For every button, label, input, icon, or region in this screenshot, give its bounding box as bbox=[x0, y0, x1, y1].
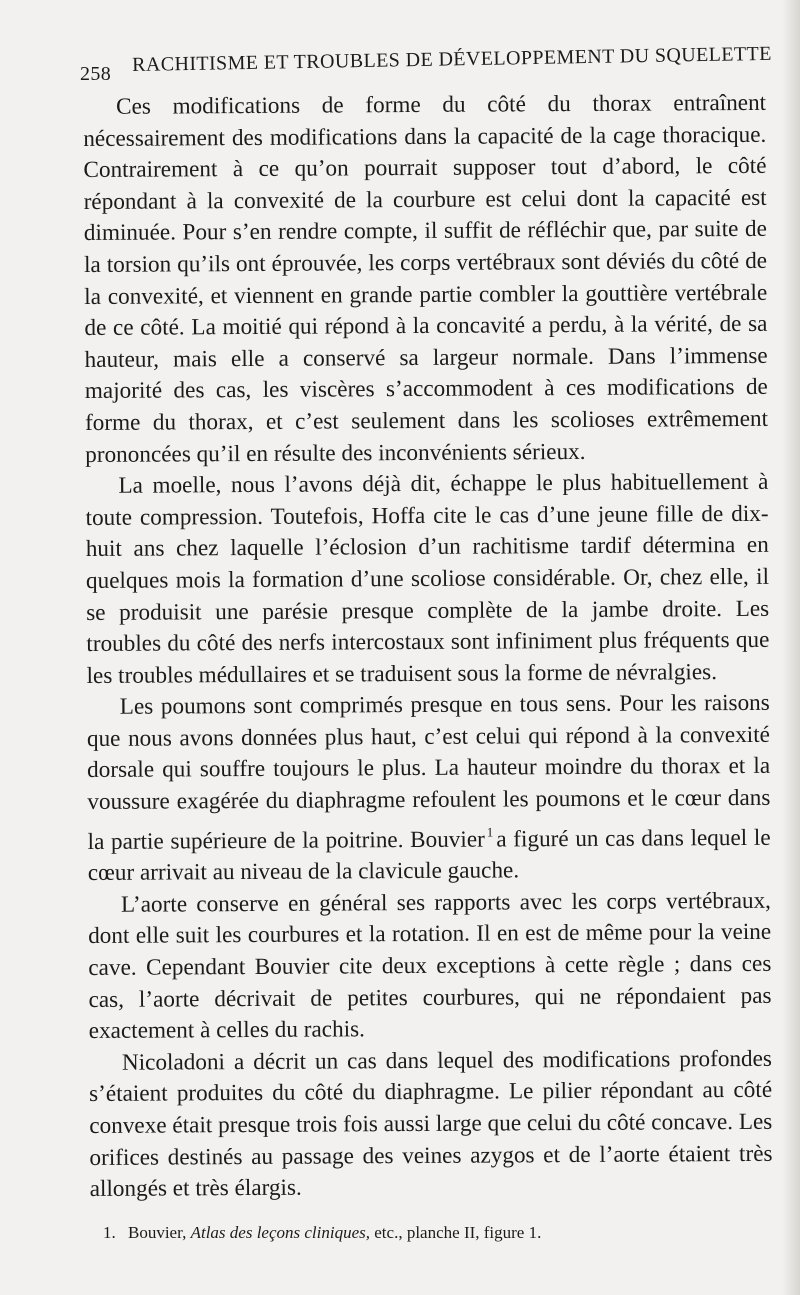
page-number: 258 bbox=[80, 63, 112, 85]
paragraph-aorta: L’aorte conserve en général ses rapports avec les corps vertébraux, dont elle suit les courbures et la rotation. Il en est de même pour la veine cave. Cependant Bouvier cite deux exceptions à cette règle ; dans ces cas, l’aorte décrivait de petites courbures, qui ne répondaient pas exactement à celles du rachis. bbox=[88, 887, 772, 1045]
paragraph-lungs-text-before-reference: Les poumons sont comprimés presque en tous sens. Pour les raisons que nous avons données plus haut, c’est celui qui répond à la convexité dorsale qui souffre toujours le plus. La hauteur moindre du thorax et la voussure exagérée du diaphragme refoulent les poumons et le cœur dans la partie supérieure de la poitrine. Bouvier bbox=[86, 690, 771, 855]
footnote-author: Bouvier, bbox=[128, 1223, 187, 1242]
footnote bbox=[103, 1222, 743, 1244]
footnote-reference: 1 bbox=[486, 824, 494, 840]
footnote-title: Atlas des leçons cliniques, bbox=[190, 1223, 371, 1242]
footnote-rest: etc., planche II, figure 1. bbox=[374, 1223, 542, 1242]
main-text bbox=[83, 88, 773, 1206]
paragraph-lungs-text-after-reference: a figuré un cas dans lequel le cœur arrivait au niveau de la clavicule gauche. bbox=[87, 824, 771, 887]
page-edge-shadow bbox=[782, 0, 800, 1295]
footnote-number: 1. bbox=[103, 1223, 116, 1242]
paragraph-thorax-capacity: Ces modifications de forme du côté du thorax entraînent nécessairement des modifications dans la capacité de la cage thoracique. Contrairement à ce qu’on pourrait supposer tout d’abord, le côté répondant à la convexité de la courbure est celui dont la capacité est diminuée. Pour s’en rendre compte, il suffit de réfléchir que, par suite de la torsion qu’ils ont éprouvée, les corps vertébraux sont déviés du côté de la convexité, et viennent en grande partie combler la gouttière vertébrale de ce côté. La moitié qui répond à la concavité a perdu, à la vérité, de sa hauteur, mais elle a conservé sa largeur normale. Dans l’immense majorité des cas, les viscères s’accommodent à ces modifications de forme du thorax, et c’est seulement dans les scolioses extrêmement prononcées qu’il en résulte des inconvénients sérieux. bbox=[83, 89, 769, 468]
paragraph-lungs bbox=[87, 688, 771, 890]
paragraph-diaphragm: Nicoladoni a décrit un cas dans lequel des modifications profondes s’étaient produites du côté du diaphragme. Le pilier répondant au côté convexe était presque trois fois aussi large que celui du côté concave. Les orifices destinés au passage des veines azygos et de l’aorte étaient très allongés et très élargis. bbox=[89, 1045, 773, 1203]
running-title: RACHITISME ET TROUBLES DE DÉVELOPPEMENT DU SQUELETTE bbox=[132, 42, 772, 76]
paragraph-spinal-cord: La moelle, nous l’avons déjà dit, échappe le plus habituellement à toute compression. Toutefois, Hoffa cite le cas d’une jeune fille de dix-huit ans chez laquelle l’éclosion d’un rachitisme tardif détermina en quelques mois la formation d’une scoliose considérable. Or, chez elle, il se produisit une parésie presque complète de la jambe droite. Les troubles du côté des nerfs intercostaux sont infiniment plus fréquents que les troubles médullaires et se traduisent sous la forme de névralgies. bbox=[85, 468, 770, 689]
